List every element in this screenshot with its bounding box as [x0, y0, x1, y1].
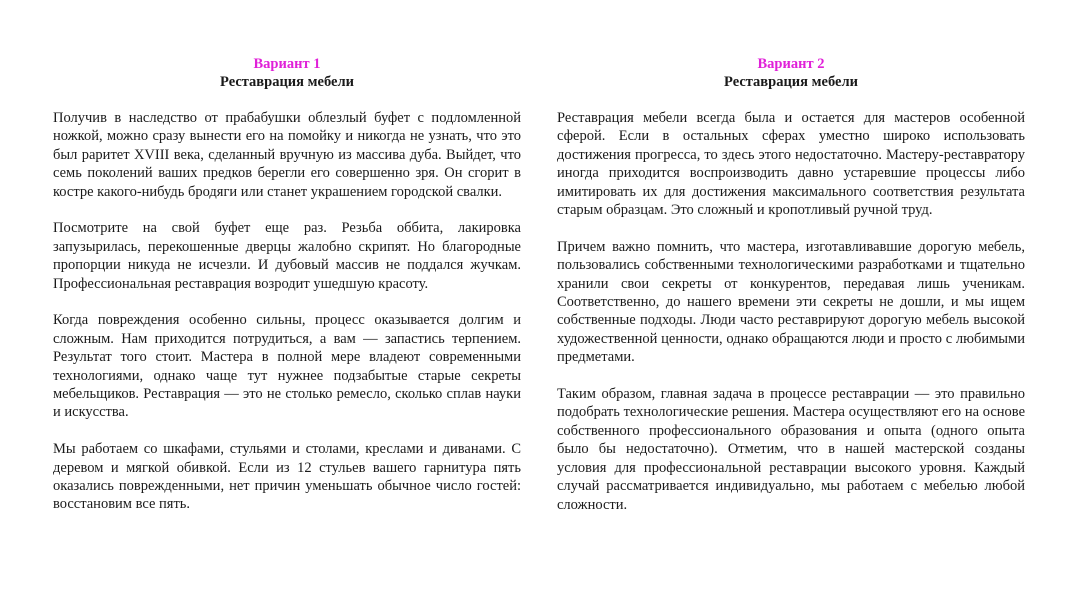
- variant-1-paragraph-1: Получив в наследство от прабабушки облезлый буфет с подломленной ножкой, можно сразу вынести его на помойку и никогда не узнать, что это был раритет XVIII века, сделанный вручную из массива дуба. Выйдет, что семь поколений ваших предков берегли его совершенно зря. Он сгорит в костре какого-нибудь бродяги или станет украшением городской свалки.: [53, 110, 521, 200]
- variant-2-label: Вариант 2: [757, 56, 825, 72]
- variant-1-column: [53, 55, 521, 532]
- variant-2-title: Реставрация мебели: [724, 74, 858, 90]
- variant-1-label: Вариант 1: [253, 56, 321, 72]
- variant-1-title: Реставрация мебели: [220, 74, 354, 90]
- variant-2-column: [557, 55, 1025, 532]
- variant-1-paragraph-2: Посмотрите на свой буфет еще раз. Резьба оббита, лакировка запузырилась, перекошенные дверцы жалобно скрипят. Но благородные пропорции никуда не исчезли. И дубовый массив не поддался жучкам. Профессиональная реставрация возродит ушедшую красоту.: [53, 220, 521, 292]
- variant-2-paragraph-3: Таким образом, главная задача в процессе реставрации — это правильно подобрать технологические решения. Мастера осуществляют его на основе собственного профессионального образования и опыта (одного опыта было бы недостаточно). Отметим, что в нашей мастерской созданы условия для профессиональной реставрации высокого уровня. Каждый случай рассматривается индивидуально, мы работаем с мебелью любой сложности.: [557, 386, 1025, 513]
- variant-1-paragraph-3: Когда повреждения особенно сильны, процесс оказывается долгим и сложным. Нам приходится потрудиться, а вам — запастись терпением. Результат того стоит. Мастера в полной мере владеют современными технологиями, однако чаще тут нужнее подзабытые старые секреты мебельщиков. Реставрация — это не столько ремесло, сколько сплав науки и искусства.: [53, 312, 521, 421]
- variant-1-paragraph-4: Мы работаем со шкафами, стульями и столами, креслами и диванами. С деревом и мягкой обивкой. Если из 12 стульев вашего гарнитура пять оказались поврежденными, нет причин уменьшать обычное число гостей: восстановим все пять.: [53, 441, 521, 513]
- variant-2-paragraph-2: Причем важно помнить, что мастера, изготавливавшие дорогую мебель, пользовались собственными технологическими разработками и тщательно хранили свои секреты от конкурентов, передавая лишь ученикам. Соответственно, до нашего времени эти секреты не дошли, и мы ищем собственные подходы. Люди часто реставрируют дорогую мебель высокой художественной ценности, однако обращаются люди и просто с любимыми предметами.: [557, 238, 1025, 366]
- variant-2-paragraph-1: Реставрация мебели всегда была и остается для мастеров особенной сферой. Если в остальных сферах уместно широко использовать достижения прогресса, то здесь этого недостаточно. Мастеру-реставратору иногда приходится воспроизводить давно устаревшие процессы либо имитировать их для достижения максимального соответствия результата старым образцам. Это сложный и кропотливый ручной труд.: [557, 110, 1025, 219]
